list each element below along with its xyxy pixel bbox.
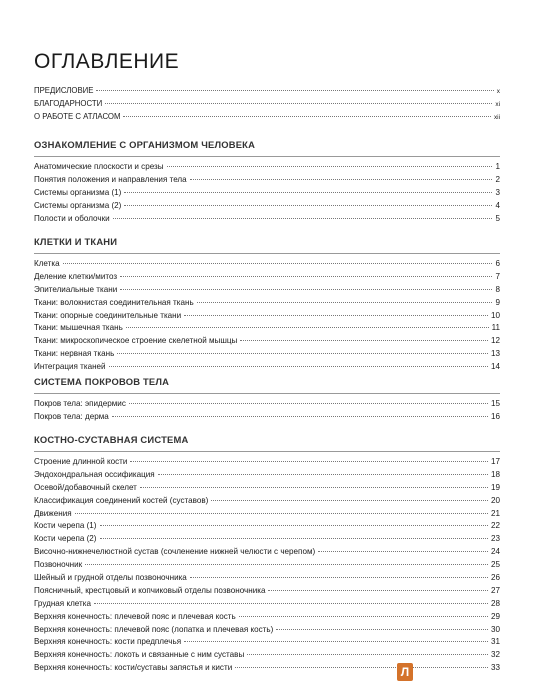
dot-leader bbox=[94, 603, 488, 604]
toc-entry-page: 11 bbox=[491, 323, 500, 333]
toc-entry-label: Поясничный, крестцовый и копчиковый отделы позвоночника bbox=[34, 585, 266, 595]
toc-entry-label: Ткани: волокнистая соединительная ткань bbox=[34, 297, 194, 307]
toc-entry[interactable] bbox=[34, 625, 500, 638]
toc-entry[interactable] bbox=[34, 214, 500, 227]
toc-entry-page: 30 bbox=[490, 624, 500, 634]
toc-entry[interactable] bbox=[34, 560, 500, 573]
toc-entry-label: Деление клетки/митоз bbox=[34, 271, 118, 281]
dot-leader bbox=[113, 218, 493, 219]
dot-leader bbox=[85, 564, 488, 565]
toc-entry[interactable] bbox=[34, 259, 500, 272]
toc-entry-page: 8 bbox=[495, 284, 500, 294]
toc-entry[interactable] bbox=[34, 586, 500, 599]
toc-entry-page: 14 bbox=[490, 362, 500, 372]
dot-leader bbox=[268, 590, 488, 591]
toc-entry[interactable] bbox=[34, 534, 500, 547]
dot-leader bbox=[109, 366, 488, 367]
toc-entry-label: Верхняя конечность: плечевой пояс и плечевая кость bbox=[34, 611, 236, 621]
section-heading: СИСТЕМА ПОКРОВОВ ТЕЛА bbox=[34, 376, 500, 394]
dot-leader bbox=[276, 629, 488, 630]
toc-entry-page: 1 bbox=[495, 162, 500, 171]
dot-leader bbox=[184, 641, 488, 642]
toc-entry-label: Кости черепа (2) bbox=[34, 534, 97, 544]
section-heading: КЛЕТКИ И ТКАНИ bbox=[34, 236, 500, 254]
toc-entry-page: 27 bbox=[490, 585, 500, 595]
section-cells-tissues bbox=[34, 236, 500, 375]
toc-entry-label: Грудная клетка bbox=[34, 598, 91, 608]
toc-entry-label: Системы организма (1) bbox=[34, 187, 122, 197]
toc-entry[interactable] bbox=[34, 201, 500, 214]
dot-leader bbox=[240, 340, 488, 341]
toc-entry-label: Интеграция тканей bbox=[34, 362, 106, 372]
toc-entry[interactable] bbox=[34, 470, 500, 483]
dot-leader bbox=[96, 90, 493, 91]
toc-entry[interactable] bbox=[34, 86, 500, 99]
toc-entry[interactable] bbox=[34, 99, 500, 112]
toc-entry-page: xi bbox=[495, 100, 500, 108]
toc-entry-page: 21 bbox=[490, 508, 500, 518]
toc-entry-page: 7 bbox=[495, 271, 500, 281]
toc-entry-page: 31 bbox=[490, 637, 500, 647]
toc-entry-label: Кости черепа (1) bbox=[34, 521, 97, 531]
toc-entry-label: Ткани: мышечная ткань bbox=[34, 323, 123, 333]
toc-entry-page: 13 bbox=[490, 349, 500, 359]
dot-leader bbox=[124, 192, 492, 193]
toc-entry[interactable] bbox=[34, 162, 500, 175]
toc-entry-label: Осевой/добавочный скелет bbox=[34, 482, 137, 492]
toc-entry-page: 18 bbox=[490, 469, 500, 479]
toc-entry-page: 16 bbox=[490, 411, 500, 421]
toc-entry-page: 2 bbox=[495, 174, 500, 184]
toc-entry-page: 9 bbox=[495, 297, 500, 307]
dot-leader bbox=[184, 315, 488, 316]
toc-entry-page: 5 bbox=[495, 213, 500, 223]
toc-entry-page: 6 bbox=[495, 259, 500, 268]
toc-entry[interactable] bbox=[34, 349, 500, 362]
dot-leader bbox=[120, 289, 492, 290]
toc-entry[interactable] bbox=[34, 362, 500, 375]
dot-leader bbox=[140, 487, 488, 488]
toc-entry-label: Ткани: опорные соединительные ткани bbox=[34, 310, 182, 320]
toc-entry-page: 24 bbox=[490, 547, 500, 557]
dot-leader bbox=[105, 103, 492, 104]
toc-entry[interactable] bbox=[34, 399, 500, 412]
section-intro bbox=[34, 139, 500, 226]
dot-leader bbox=[190, 179, 493, 180]
toc-entry-page: 28 bbox=[490, 598, 500, 608]
dot-leader bbox=[239, 616, 488, 617]
toc-entry-page: 32 bbox=[490, 650, 500, 660]
dot-leader bbox=[130, 461, 488, 462]
dot-leader bbox=[112, 416, 488, 417]
publisher-logo: Л bbox=[397, 663, 413, 681]
toc-entry-label: Эпителиальные ткани bbox=[34, 284, 118, 294]
toc-entry-label: Височно-нижнечелюстной сустав (сочленение нижней челюсти с черепом) bbox=[34, 547, 316, 557]
dot-leader bbox=[235, 667, 488, 668]
toc-entry[interactable] bbox=[34, 612, 500, 625]
toc-entry-label: БЛАГОДАРНОСТИ bbox=[34, 98, 103, 108]
toc-entry-label: Верхняя конечность: локоть и связанные с ним суставы bbox=[34, 650, 245, 660]
toc-entry[interactable] bbox=[34, 650, 500, 663]
toc-entry-page: 4 bbox=[495, 200, 500, 210]
toc-entry-label: Шейный и грудной отделы позвоночника bbox=[34, 573, 187, 583]
toc-entry-label: О РАБОТЕ С АТЛАСОМ bbox=[34, 111, 121, 121]
toc-entry-label: ПРЕДИСЛОВИЕ bbox=[34, 86, 94, 95]
toc-entry[interactable] bbox=[34, 521, 500, 534]
toc-entry-label: Ткани: микроскопическое строение скелетной мышцы bbox=[34, 336, 238, 346]
dot-leader bbox=[100, 538, 488, 539]
dot-leader bbox=[120, 276, 492, 277]
toc-entry[interactable] bbox=[34, 457, 500, 470]
section-heading: ОЗНАКОМЛЕНИЕ С ОРГАНИЗМОМ ЧЕЛОВЕКА bbox=[34, 139, 500, 157]
toc-entry-page: 26 bbox=[490, 573, 500, 583]
toc-entry-label: Покров тела: дерма bbox=[34, 411, 109, 421]
toc-entry-page: x bbox=[496, 88, 500, 95]
toc-entry-label: Анатомические плоскости и срезы bbox=[34, 162, 164, 171]
toc-entry-label: Системы организма (2) bbox=[34, 200, 122, 210]
toc-entry-label: Позвоночник bbox=[34, 560, 83, 570]
toc-entry[interactable] bbox=[34, 175, 500, 188]
toc-entry-label: Верхняя конечность: плечевой пояс (лопатка и плечевая кость) bbox=[34, 624, 274, 634]
dot-leader bbox=[211, 500, 488, 501]
toc-entry[interactable] bbox=[34, 663, 500, 676]
toc-entry-page: 29 bbox=[490, 611, 500, 621]
toc-entry-label: Ткани: нервная ткань bbox=[34, 349, 115, 359]
toc-entry-label: Эндохондральная оссификация bbox=[34, 469, 155, 479]
toc-entry[interactable] bbox=[34, 547, 500, 560]
dot-leader bbox=[100, 525, 488, 526]
toc-entry[interactable] bbox=[34, 298, 500, 311]
toc-entry[interactable] bbox=[34, 496, 500, 509]
section-heading: КОСТНО-СУСТАВНАЯ СИСТЕМА bbox=[34, 434, 500, 452]
toc-entry[interactable] bbox=[34, 188, 500, 201]
toc-entry[interactable] bbox=[34, 509, 500, 522]
toc-entry[interactable] bbox=[34, 483, 500, 496]
dot-leader bbox=[158, 474, 488, 475]
toc-entry-label: Покров тела: эпидермис bbox=[34, 399, 126, 408]
toc-entry[interactable] bbox=[34, 285, 500, 298]
toc-entry-label: Движения bbox=[34, 508, 72, 518]
toc-entry-label: Полости и оболочки bbox=[34, 213, 110, 223]
toc-entry-page: 22 bbox=[490, 521, 500, 531]
toc-entry-page: 25 bbox=[490, 560, 500, 570]
dot-leader bbox=[318, 551, 488, 552]
toc-entry-page: 20 bbox=[490, 495, 500, 505]
toc-entry[interactable] bbox=[34, 599, 500, 612]
dot-leader bbox=[75, 513, 488, 514]
toc-entry-page: 12 bbox=[490, 336, 500, 346]
dot-leader bbox=[197, 302, 493, 303]
toc-entry[interactable] bbox=[34, 637, 500, 650]
dot-leader bbox=[167, 166, 493, 167]
toc-entry-page: 17 bbox=[490, 457, 500, 466]
toc-entry-page: 23 bbox=[490, 534, 500, 544]
toc-entry-page: 33 bbox=[490, 663, 500, 673]
dot-leader bbox=[129, 403, 488, 404]
toc-entry[interactable] bbox=[34, 112, 500, 125]
toc-entry[interactable] bbox=[34, 336, 500, 349]
dot-leader bbox=[124, 205, 492, 206]
front-matter bbox=[34, 86, 500, 125]
dot-leader bbox=[126, 327, 489, 328]
toc-entry[interactable] bbox=[34, 412, 500, 425]
dot-leader bbox=[117, 353, 488, 354]
section-skeletal bbox=[34, 434, 500, 676]
toc-entry-label: Понятия положения и направления тела bbox=[34, 174, 187, 184]
dot-leader bbox=[190, 577, 488, 578]
toc-entry-page: 15 bbox=[490, 399, 500, 408]
toc-entry-page: 10 bbox=[490, 310, 500, 320]
dot-leader bbox=[63, 263, 493, 264]
page-title: ОГЛАВЛЕНИЕ bbox=[34, 50, 180, 73]
toc-entry[interactable] bbox=[34, 272, 500, 285]
toc-entry[interactable] bbox=[34, 573, 500, 586]
toc-entry-label: Верхняя конечность: кости предплечья bbox=[34, 637, 182, 647]
toc-entry[interactable] bbox=[34, 323, 500, 336]
dot-leader bbox=[247, 654, 488, 655]
section-integumentary bbox=[34, 376, 500, 425]
toc-entry-label: Классификация соединений костей (суставов) bbox=[34, 495, 209, 505]
toc-entry-page: xii bbox=[493, 113, 500, 121]
toc-entry[interactable] bbox=[34, 311, 500, 324]
toc-entry-label: Клетка bbox=[34, 259, 60, 268]
toc-entry-label: Верхняя конечность: кости/суставы запястья и кисти bbox=[34, 663, 233, 673]
toc-entry-page: 3 bbox=[495, 187, 500, 197]
toc-entry-label: Строение длинной кости bbox=[34, 457, 128, 466]
toc-entry-page: 19 bbox=[490, 482, 500, 492]
dot-leader bbox=[123, 116, 490, 117]
